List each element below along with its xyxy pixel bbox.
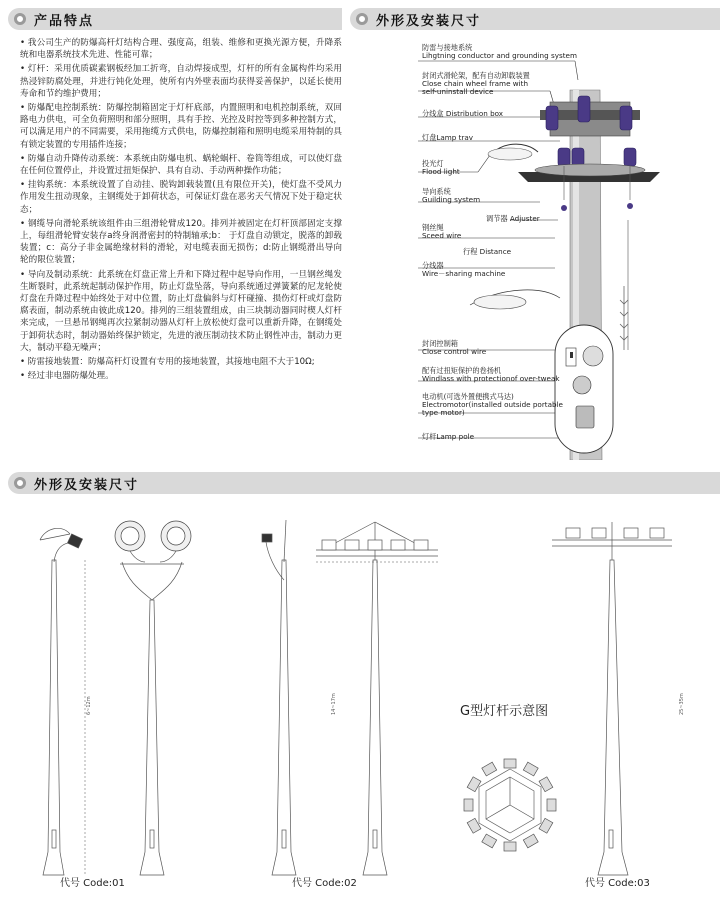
bullet-circle-icon bbox=[14, 477, 26, 489]
feature-item: • 钢缆导向滑轮系统该组件由三组滑轮臂成120。排列并被固定在灯杆顶部固定支撑上，每组滑轮臂安装存a终身润滑密封的特制轴承;b： 于灯盘自动锁定，脱落的卸载装置；c：高分子非金属绝缘材料的滑轮，对电缆表面无损伤；d:防止钢缆滑出导向轮的限位装置； bbox=[20, 218, 342, 266]
bullet-circle-icon bbox=[356, 13, 368, 25]
pole-drawings bbox=[0, 500, 720, 898]
label-wire: 钢丝绳 bbox=[422, 223, 444, 232]
feature-item: • 导向及制动系统：此系统在灯盘正常上升和下降过程中起导向作用，一旦钢丝绳发生断裂时，此系统起制动保护作用，防止灯盘坠落，导向系统通过弹簧紧的尼龙轮使灯盘在升降过程中始终处于对中位置，防止灯盘偏斜与灯杆碰撞、损伤灯杆或灯盘防腐表面，制动系统由彼此成120。排列的三组装置组成，由三块制动器同时楔人灯杆来完成，一旦悬吊钢绳再次拉紧制动器从灯杆上放松使灯盘可以重新升降，在钢缆处于卸荷状态时，制动器始终保护锁定，先进的液压制动技术防止钢性冲击，制动力更大，制动平稳无噪声； bbox=[20, 269, 342, 353]
structure-diagram bbox=[350, 30, 720, 460]
feature-item: • 我公司生产的防爆高杆灯结构合理、强度高，组装、维修和更换光源方便，升降系统和电器系统技术先进、性能可靠； bbox=[20, 38, 342, 61]
label-flood-en: Flood light bbox=[422, 167, 460, 176]
dim-code01: 6~12m bbox=[86, 696, 92, 715]
label-windlass-en: Windlass with protectionof over-tweak bbox=[422, 374, 560, 383]
bullet-circle-icon bbox=[14, 13, 26, 25]
label-motor-en: Electromotor(installed outside portable bbox=[422, 400, 563, 409]
label-splitter: 分线器 bbox=[422, 261, 444, 270]
feature-item: • 挂钩系统：本系统设置了自动挂、脱钩卸载装置(且有限位开关)，使灯盘不受风力作用发生扭动现象，主钢缆处于卸荷状态，可保证灯盘在恶劣天气情况下处于稳定状态； bbox=[20, 180, 342, 215]
label-motor: 电动机(可选外置便携式马达) bbox=[422, 392, 514, 401]
label-windlass: 配有过扭矩保护的卷扬机 bbox=[422, 366, 502, 375]
chain bbox=[620, 286, 628, 350]
dim-code03: 25~35m bbox=[679, 693, 685, 715]
label-control-en: Close control wire bbox=[422, 347, 487, 356]
label-motor-en2: type motor) bbox=[422, 408, 465, 417]
label-chain: 封闭式滑轮架，配有自动卸载装置 bbox=[422, 71, 530, 80]
pole-code03-platform bbox=[552, 522, 672, 875]
dim-code02: 14~17m bbox=[331, 693, 337, 715]
label-guide: 导向系统 bbox=[422, 187, 451, 196]
spec-header-top bbox=[350, 8, 720, 30]
label-chain-en: Close chain wheel frame with bbox=[422, 79, 529, 88]
pole-code01-single bbox=[40, 528, 85, 875]
spec-header-bottom bbox=[8, 472, 720, 494]
feature-item: • 灯杆：采用优质碳素钢板经加工折弯，自动焊接成型，灯杆的所有金属构件均采用热浸锌防腐处理，并进行钝化处理，使所有内外壁表面均获得妥善保护，以延长使用寿命和节约维护费用； bbox=[20, 64, 342, 99]
label-dist-box: 分线盒 Distribution box bbox=[422, 109, 504, 118]
code-03-label: 代号 Code:03 bbox=[585, 878, 650, 889]
label-lightning-en: Lihgtning conductor and grounding system bbox=[422, 51, 577, 60]
label-pole: 灯杆Lamp pole bbox=[422, 432, 475, 441]
feature-item: • 防爆配电控制系统：防爆控制箱固定于灯杆底部，内置照明和电机控制系统，双回路电力供电，可全负荷照明和部分照明，具有手控、光控及时控等到多种控制方式，可以满足用户的不同需要，采用拖缆方式供电，防爆控制箱和照明电缆采用特制的具有锁定装置的专用插件连接； bbox=[20, 103, 342, 150]
label-wire-en: Sceed wire bbox=[422, 231, 462, 240]
code-02-label: 代号 Code:02 bbox=[292, 878, 357, 889]
features-list bbox=[20, 37, 342, 384]
code-01-label: 代号 Code:01 bbox=[60, 878, 125, 889]
feature-item: • 防爆自动升降传动系统：本系统由防爆电机、蜗轮蜗杆、卷筒等组成，可以使灯盘在任何位置停止，并设置过扭矩保护、具有自动、手动两种操作功能； bbox=[20, 153, 342, 177]
pole-code01-double bbox=[115, 521, 191, 875]
pole-code02-arm bbox=[262, 520, 296, 875]
g-type-caption: G型灯杆示意图 bbox=[460, 704, 549, 719]
label-adjuster: 调节器 Adjuster bbox=[486, 214, 540, 223]
label-control: 封闭控制箱 bbox=[422, 339, 458, 348]
label-lightning: 防雷与接地系统 bbox=[422, 43, 473, 52]
feature-item: • 经过非电器防爆处理。 bbox=[20, 371, 114, 382]
label-chain-en2: self-uninstall device bbox=[422, 87, 494, 96]
label-guide-en: Guilding system bbox=[422, 195, 481, 204]
label-lamp-tray: 灯盘Lamp trav bbox=[422, 133, 474, 142]
label-distance: 行程 Distance bbox=[463, 247, 512, 256]
features-header bbox=[8, 8, 342, 30]
features-title: 产品特点 bbox=[34, 13, 95, 29]
label-splitter-en: Wire－sharing machine bbox=[422, 269, 506, 278]
feature-item: • 防雷接地装置：防爆高杆灯设置有专用的接地装置，其接地电阻不大于10Ω; bbox=[20, 357, 315, 368]
spec-title-bottom: 外形及安装尺寸 bbox=[34, 477, 140, 493]
label-flood: 投光灯 bbox=[422, 159, 444, 168]
spec-title-top: 外形及安装尺寸 bbox=[376, 13, 482, 29]
g-type-ring bbox=[464, 759, 556, 851]
